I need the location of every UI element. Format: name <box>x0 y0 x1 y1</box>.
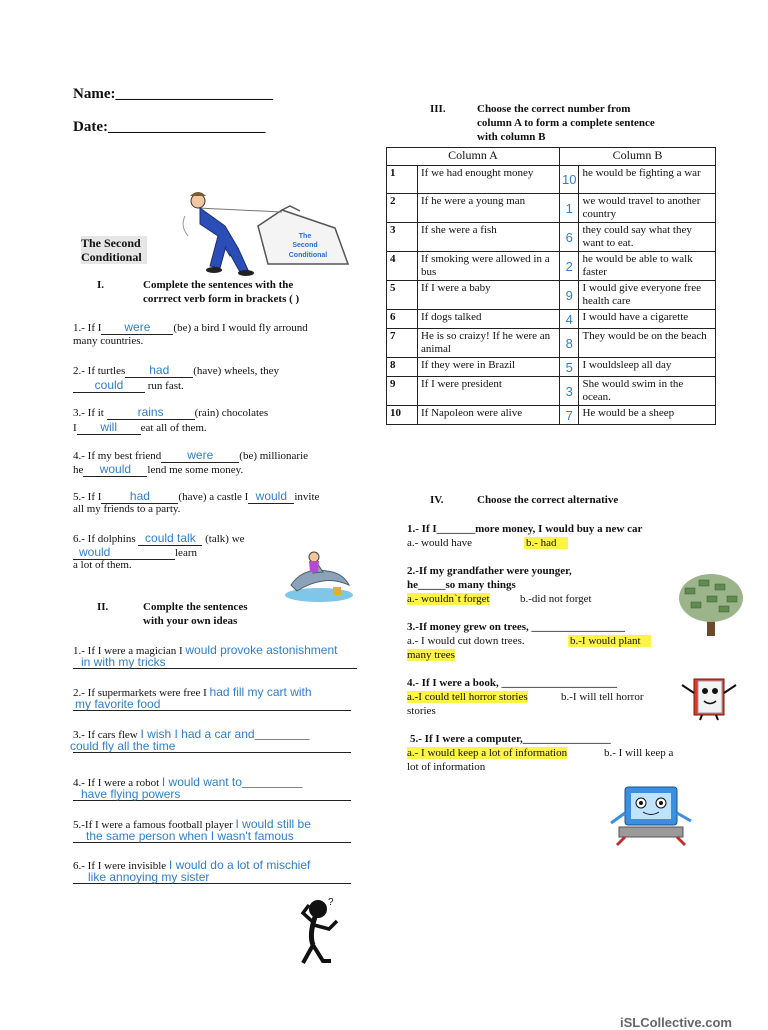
section4-title: Choose the correct alternative <box>477 494 619 506</box>
s4-q5-option-b[interactable]: b.- I will keep a <box>604 747 674 759</box>
section1-title-line2: corrrect verb form in brackets ( ) <box>143 293 300 305</box>
s4-q3-option-b-cont[interactable]: many trees <box>407 649 455 661</box>
match-answer[interactable]: 3 <box>560 377 579 406</box>
column-a-cell: If they were in Brazil <box>418 358 560 377</box>
s4-q3-prompt: 3.-If money grew on trees, _________________ <box>407 621 626 633</box>
s1-item5-answer2[interactable]: would <box>255 489 288 503</box>
row-number: 4 <box>387 252 418 281</box>
table-row <box>387 223 716 252</box>
s2-item3-line1: 3.- If cars flew I wish I had a car and__________ <box>73 727 310 741</box>
s4-q1-prompt: 1.- If I_______more money, I would buy a new car <box>407 523 643 535</box>
book-character-image <box>678 673 740 721</box>
s1-item1-line1: 1.- If I were (be) a bird I would fly arround <box>73 320 308 334</box>
s1-item4-line2: he would lend me some money. <box>73 462 244 476</box>
column-a-cell: If dogs talked <box>418 310 560 329</box>
thinking-figure-image <box>285 895 347 967</box>
table-row <box>387 377 716 406</box>
topic-badge: The Second Conditional <box>81 236 147 264</box>
s1-item3-line1: 3.- If it rains (rain) chocolates <box>73 405 269 419</box>
s1-item5-answer1[interactable]: had <box>129 489 150 503</box>
column-a-cell: He is so craizy! If he were an animal <box>418 329 560 358</box>
s1-item6-line1: 6.- If dolphins could talk (talk) we <box>73 531 245 545</box>
s1-item3-line2: I will eat all of them. <box>73 420 207 434</box>
section3-title-line2: column A to form a complete sentence <box>477 117 655 129</box>
s4-q5-option-a-selected[interactable]: a.- I would keep a lot of information <box>407 747 568 759</box>
s1-item6-line2: would learn <box>73 545 197 560</box>
svg-text:Second: Second <box>292 242 318 249</box>
s4-q1-option-a[interactable]: a.- would have <box>407 537 473 549</box>
column-a-cell: If she were a fish <box>418 223 560 252</box>
s1-item1-line2: many countries. <box>73 335 144 347</box>
s2-item5-line1: 5.-If I were a famous football player I would still be <box>73 817 311 831</box>
column-b-cell: he would be fighting a war <box>579 166 716 194</box>
s2-item6-answer2[interactable]: like annoying my sister <box>88 870 210 884</box>
table-row <box>387 281 716 310</box>
computer-character-image <box>605 783 697 849</box>
s2-item3-line2 <box>70 739 351 753</box>
matching-table <box>386 147 716 425</box>
s1-item4-line1: 4.- If my best friend were (be) millionarie <box>73 448 309 462</box>
s2-item4-line2 <box>73 789 351 801</box>
s1-item3-answer2[interactable]: will <box>100 420 117 434</box>
section3-numeral: III. <box>430 103 446 115</box>
s1-item3-answer1[interactable]: rains <box>137 405 164 419</box>
column-b-cell: they could say what they want to eat. <box>579 223 716 252</box>
s2-item6-answer1[interactable]: I would do a lot of mischief <box>168 858 311 872</box>
s2-item2-line1: 2.- If supermarkets were free I had fill my cart with <box>73 685 312 699</box>
s2-item1-answer2[interactable]: in with my tricks <box>81 655 166 669</box>
column-a-cell: If we had enought money <box>418 166 560 194</box>
row-number: 8 <box>387 358 418 377</box>
match-answer[interactable]: 9 <box>560 281 579 310</box>
svg-text:?: ? <box>328 897 334 908</box>
s1-item2-line2: could run fast. <box>73 378 184 393</box>
section1-numeral: I. <box>97 279 105 291</box>
name-field-label: Name:_____________________ <box>73 86 273 102</box>
svg-text:Conditional: Conditional <box>288 252 328 259</box>
s2-item2-answer2[interactable]: my favorite food <box>75 697 161 711</box>
section1-title-line1: Complete the sentences with the <box>143 279 294 291</box>
column-b-cell: He would be a sheep <box>579 406 716 425</box>
column-b-cell: I would have a cigarette <box>579 310 716 329</box>
money-tree-image <box>677 572 745 638</box>
s2-item4-line1: 4.- If I were a robot I would want to___________ <box>73 775 303 789</box>
table-row <box>387 406 716 425</box>
s4-q4-option-b[interactable]: b.-I will tell horror <box>561 691 644 703</box>
column-a-cell: If Napoleon were alive <box>418 406 560 425</box>
match-answer[interactable]: 10 <box>560 166 579 194</box>
match-answer[interactable]: 2 <box>560 252 579 281</box>
s4-q2-option-a-selected[interactable]: a.- wouldn`t forget <box>407 593 490 605</box>
row-number: 10 <box>387 406 418 425</box>
match-answer[interactable]: 7 <box>560 406 579 425</box>
section2-numeral: II. <box>97 601 109 613</box>
column-b-cell: I wouldsleep all day <box>579 358 716 377</box>
section3-title-line1: Choose the correct number from <box>477 103 631 115</box>
s2-item2-line2 <box>73 699 351 711</box>
s1-item4-answer2[interactable]: would <box>99 462 132 476</box>
s2-item2-answer1[interactable]: had fill my cart with <box>209 685 312 699</box>
s4-q3-option-a[interactable]: a.- I would cut down trees. <box>407 635 525 647</box>
row-number: 5 <box>387 281 418 310</box>
s4-q4-option-b-cont: stories <box>407 705 436 717</box>
s2-item3-answer2[interactable]: could fly all the time <box>70 739 176 753</box>
s2-item5-answer2[interactable]: the same person when I wasn't famous <box>86 829 294 843</box>
s4-q1-option-b-selected[interactable]: b.- had <box>524 537 568 549</box>
table-row <box>387 329 716 358</box>
column-a-cell: If he were a young man <box>418 194 560 223</box>
table-row <box>387 310 716 329</box>
match-answer[interactable]: 8 <box>560 329 579 358</box>
section2-title-line1: Complte the sentences <box>143 601 248 613</box>
s2-item4-answer1[interactable]: I would want to <box>161 775 242 789</box>
section2-title-line2: with your own ideas <box>143 615 238 627</box>
s4-q4-prompt: 4.- If I were a book, _____________________ <box>407 677 618 689</box>
row-number: 2 <box>387 194 418 223</box>
s4-q2-option-b[interactable]: b.-did not forget <box>520 593 592 605</box>
match-answer[interactable]: 1 <box>560 194 579 223</box>
column-b-cell: he would be able to walk faster <box>579 252 716 281</box>
s1-item2-answer2[interactable]: could <box>94 378 124 392</box>
dolphin-image <box>283 545 355 603</box>
s2-item3-answer1[interactable]: I wish I had a car and <box>140 727 255 741</box>
column-b-cell: They would be on the beach <box>579 329 716 358</box>
table-row <box>387 252 716 281</box>
s1-item5-line2: all my friends to a party. <box>73 503 181 515</box>
column-a-cell: If smoking were allowed in a bus <box>418 252 560 281</box>
match-answer[interactable]: 6 <box>560 223 579 252</box>
column-b-cell: I would give everyone free health care <box>579 281 716 310</box>
s2-item4-answer2[interactable]: have flying powers <box>81 787 181 801</box>
row-number: 7 <box>387 329 418 358</box>
s2-item5-answer1[interactable]: I would still be <box>235 817 311 831</box>
s1-item6-line3: a lot of them. <box>73 559 132 571</box>
s4-q2-prompt-line2: he_____so many things <box>407 579 516 591</box>
row-number: 9 <box>387 377 418 406</box>
date-field-label: Date:_____________________ <box>73 119 266 135</box>
column-a-header: Column A <box>387 148 560 166</box>
s1-item6-answer1[interactable]: could talk <box>145 531 196 545</box>
s2-item5-line2 <box>73 831 351 843</box>
s1-item4-answer1[interactable]: were <box>187 448 214 462</box>
s2-item1-line2 <box>73 657 357 669</box>
svg-text:The: The <box>298 233 312 240</box>
s2-item6-line2 <box>73 872 351 884</box>
column-b-cell: She would swim in the ocean. <box>579 377 716 406</box>
row-number: 6 <box>387 310 418 329</box>
s2-item1-line1: 1.- If I were a magician I would provoke astonishment <box>73 643 338 657</box>
column-a-cell: If I were president <box>418 377 560 406</box>
table-row <box>387 166 716 194</box>
s4-q4-option-a-selected[interactable]: a.-I could tell horror stories <box>407 691 528 703</box>
s1-item1-answer[interactable]: were <box>124 320 151 334</box>
column-b-cell: we would travel to another country <box>579 194 716 223</box>
second-conditional-illustration <box>170 186 350 281</box>
row-number: 1 <box>387 166 418 194</box>
s1-item5-line1: 5.- If I had (have) a castle I would invite <box>73 489 320 503</box>
section3-title-line3: with column B <box>477 131 546 143</box>
row-number: 3 <box>387 223 418 252</box>
s4-q2-prompt-line1: 2.-If my grandfather were younger, <box>407 565 572 577</box>
column-b-header: Column B <box>560 148 716 166</box>
footer-brand: iSLCollective.com <box>620 1015 732 1030</box>
s4-q3-option-b-selected[interactable]: b.-I would plant <box>568 635 651 647</box>
s1-item6-answer2[interactable]: would <box>79 545 111 559</box>
s1-item2-answer1[interactable]: had <box>149 363 170 377</box>
table-row <box>387 194 716 223</box>
s4-q5-option-b-cont: lot of information <box>407 761 486 773</box>
s2-item6-line1: 6.- If I were invisible I would do a lot of mischief <box>73 858 311 872</box>
section4-numeral: IV. <box>430 494 444 506</box>
match-answer[interactable]: 4 <box>560 310 579 329</box>
matching-table-header <box>387 148 716 166</box>
column-a-cell: If I were a baby <box>418 281 560 310</box>
s4-q5-prompt: 5.- If I were a computer,________________ <box>410 733 611 745</box>
s1-item2-line1: 2.- If turtles had (have) wheels, they <box>73 363 280 377</box>
match-answer[interactable]: 5 <box>560 358 579 377</box>
table-row <box>387 358 716 377</box>
s2-item1-answer1[interactable]: would provoke astonishment <box>185 643 338 657</box>
